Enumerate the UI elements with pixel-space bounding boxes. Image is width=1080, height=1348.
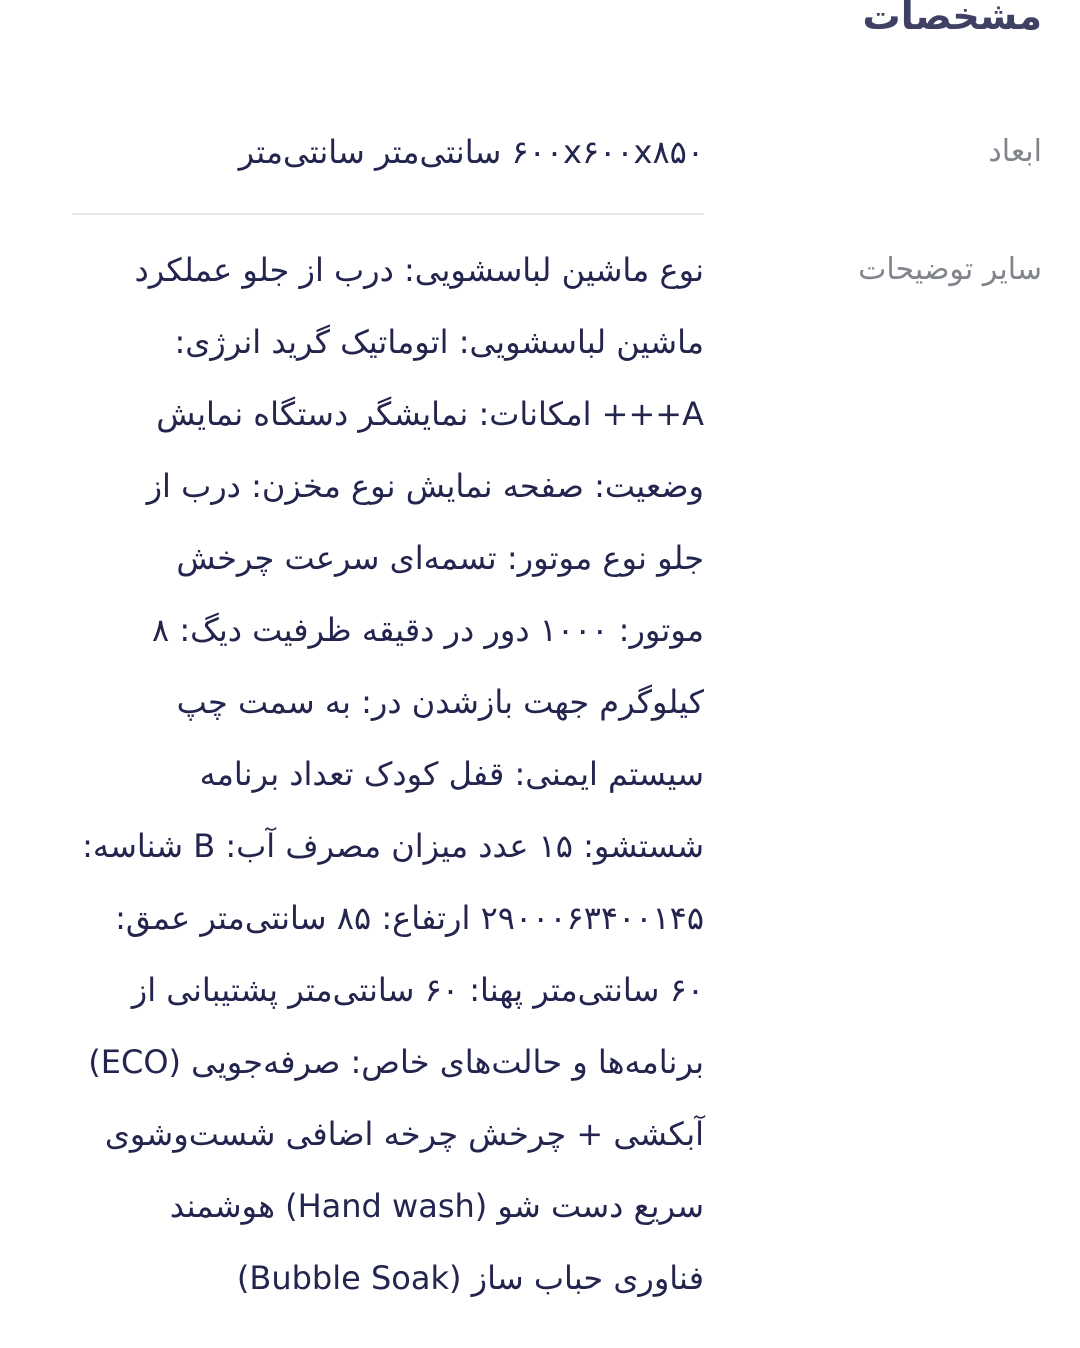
spec-value-dimensions: ۶۰۰x۶۰۰x۸۵۰ سانتی‌متر سانتی‌متر	[238, 133, 704, 171]
spec-key-other-notes: سایر توضیحات	[858, 252, 1042, 287]
spec-row-other-notes	[38, 234, 1042, 1334]
spec-value-other-notes: نوع ماشین لباسشویی: درب از جلو عملکرد ماشین لباسشویی: اتوماتیک گرید انرژی: A+++ امکانات: نمایشگر دستگاه نمایش وضعیت: صفحه نمایش نوع مخزن: درب از جلو نوع موتور: تسمه‌ای سرعت چرخش موتور: ۱۰۰۰ دور در دقیقه ظرفیت دیگ: ۸ کیلوگرم جهت بازشدن در: به سمت چپ سیستم ایمنی: قفل کودک تعداد برنامه شستشو: ۱۵ عدد میزان مصرف آب: B شناسه: ۲۹۰۰۰۶۳۴۰۰۱۴۵ ارتفاع: ۸۵ سانتی‌متر عمق: ۶۰ سانتی‌متر پهنا: ۶۰ سانتی‌متر پشتیبانی از برنامه‌ها و حالت‌های خاص: صرفه‌جویی (ECO) آبکشی + چرخش چرخه اضافی شست‌وشوی سریع دست شو (Hand wash) هوشمند فناوری حباب ساز (Bubble Soak)	[82, 251, 704, 1297]
row-divider	[72, 213, 704, 215]
section-title: مشخصات	[862, 0, 1042, 38]
spec-key-dimensions: ابعاد	[988, 134, 1042, 169]
spec-row-dimensions	[38, 116, 1042, 216]
